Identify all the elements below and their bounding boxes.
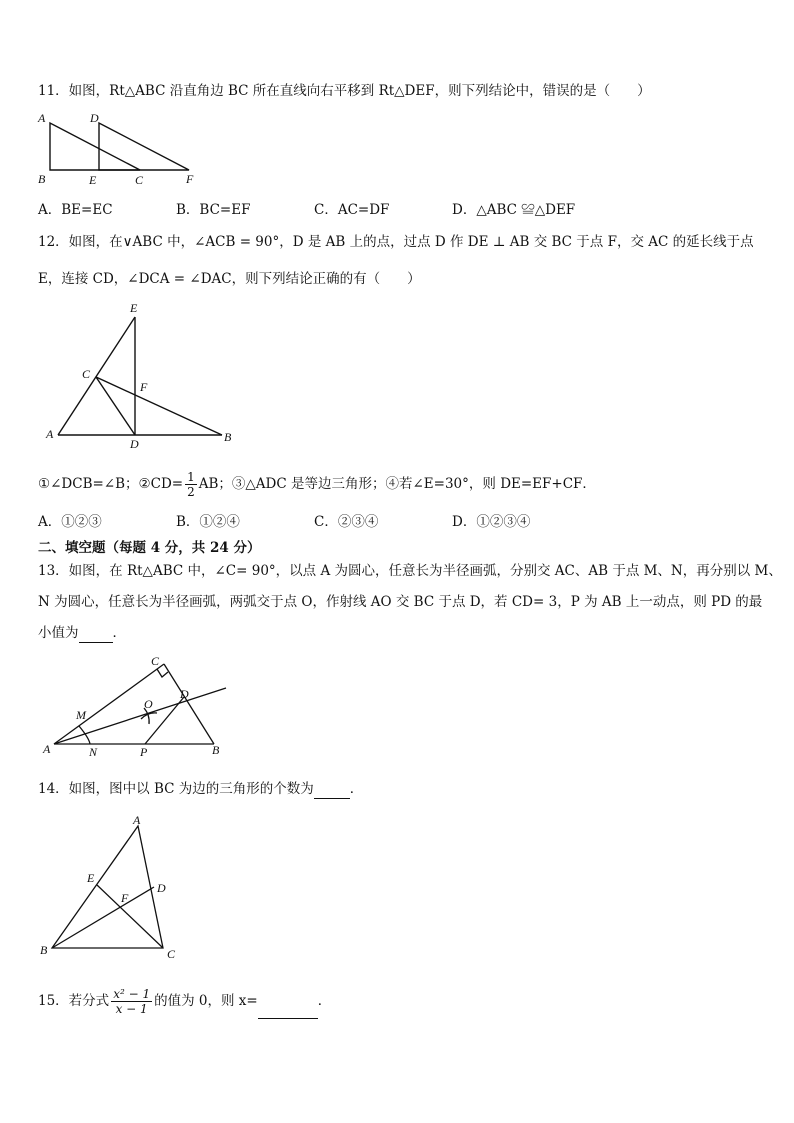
q13-figure: [40, 652, 235, 762]
q12-label-A: A: [46, 427, 54, 441]
q11-label-B: B: [38, 172, 46, 186]
q15-end: ．: [317, 993, 332, 1009]
q13-label-P: P: [140, 745, 148, 759]
q12-frac-num: 1: [187, 470, 195, 484]
q13-line3-end: ．: [112, 625, 126, 641]
q15-post: 的值为 0，则 x=: [154, 993, 258, 1009]
q14-figure: [38, 812, 188, 962]
q11-label-F: F: [186, 172, 194, 186]
q11-label-C: C: [135, 173, 144, 187]
q13-text-line2: N 为圆心，任意长为半径画弧，两弧交于点 O，作射线 AO 交 BC 于点 D，若 CD= 3，P 为 AB 上一动点，则 PD 的最: [38, 594, 763, 610]
section-title: 二、填空题（每题 4 分，共 24 分）: [38, 540, 261, 556]
q12-text-line2: E，连接 CD，∠DCA = ∠DAC，则下列结论正确的有（ ）: [38, 271, 421, 287]
q13-text-line1: 13．如图，在 Rt△ABC 中，∠C= 90°，以点 A 为圆心，任意长为半径画弧，分别交 AC、AB 于点 M、N，再分别以 M、: [38, 563, 782, 579]
q12-label-F: F: [140, 380, 148, 394]
q15-line: [38, 984, 331, 1019]
q12-option-a[interactable]: A．①②③: [38, 514, 102, 530]
q11-label-D: D: [90, 111, 99, 125]
q12-conclusions-a: ①∠DCB=∠B；②CD=: [38, 476, 184, 492]
q12-label-E: E: [130, 301, 138, 315]
q12-label-B: B: [224, 430, 232, 444]
q12-option-c[interactable]: C．②③④: [314, 514, 379, 530]
q13-label-C: C: [151, 654, 160, 668]
q13-label-O: O: [144, 697, 153, 711]
q15-frac-num: x² − 1: [113, 987, 151, 1001]
q13-label-M: M: [76, 708, 86, 722]
q14-answer-blank[interactable]: [314, 780, 350, 799]
q14-label-D: D: [157, 881, 166, 895]
q12-figure: [40, 296, 250, 451]
q13-line3-text: 小值为: [38, 625, 79, 641]
q14-label-B: B: [40, 943, 48, 957]
q15-frac-den: x − 1: [115, 1002, 148, 1016]
q12-conclusions: [38, 470, 596, 499]
q11-text: 11．如图，Rt△ABC 沿直角边 BC 所在直线向右平移到 Rt△DEF，则下列结论中，错误的是（ ）: [38, 83, 651, 99]
q11-option-b[interactable]: B．BC=EF: [176, 202, 251, 218]
q14-label-E: E: [87, 871, 95, 885]
q15-pre: 15．若分式: [38, 993, 110, 1009]
q13-label-N: N: [89, 745, 98, 759]
q14-text-line: [38, 780, 363, 799]
q12-label-C: C: [82, 367, 91, 381]
q12-frac-den: 2: [187, 485, 195, 499]
q13-label-A: A: [43, 742, 51, 756]
q13-text-line3: [38, 624, 126, 643]
q12-conclusions-b: AB；③△ADC 是等边三角形；④若∠E=30°，则 DE=EF+CF．: [198, 476, 596, 492]
q11-figure: [36, 108, 206, 188]
q11-option-a[interactable]: A．BE=EC: [38, 202, 113, 218]
q12-option-b[interactable]: B．①②④: [176, 514, 240, 530]
q14-label-A: A: [133, 813, 141, 827]
q11-option-d[interactable]: D．△ABC ≌△DEF: [452, 202, 576, 218]
q12-text-line1: 12．如图，在∨ABC 中，∠ACB = 90°，D 是 AB 上的点，过点 D 作 DE ⊥ AB 交 BC 于点 F，交 AC 的延长线于点: [38, 234, 754, 250]
q12-option-d[interactable]: D．①②③④: [452, 514, 531, 530]
q12-fraction: [185, 470, 197, 499]
q14-text: 14．如图，图中以 BC 为边的三角形的个数为: [38, 781, 314, 797]
q15-answer-blank[interactable]: [258, 984, 318, 1019]
q11-label-E: E: [89, 173, 97, 187]
q14-label-C: C: [167, 947, 176, 961]
q11-option-c[interactable]: C．AC=DF: [314, 202, 390, 218]
q13-answer-blank[interactable]: [79, 624, 113, 643]
q13-label-D: D: [180, 687, 189, 701]
q11-label-A: A: [38, 111, 46, 125]
q15-fraction: [111, 987, 152, 1016]
q12-label-D: D: [130, 437, 139, 451]
q14-label-F: F: [121, 891, 129, 905]
q13-label-B: B: [212, 743, 220, 757]
q14-end: ．: [349, 781, 364, 797]
